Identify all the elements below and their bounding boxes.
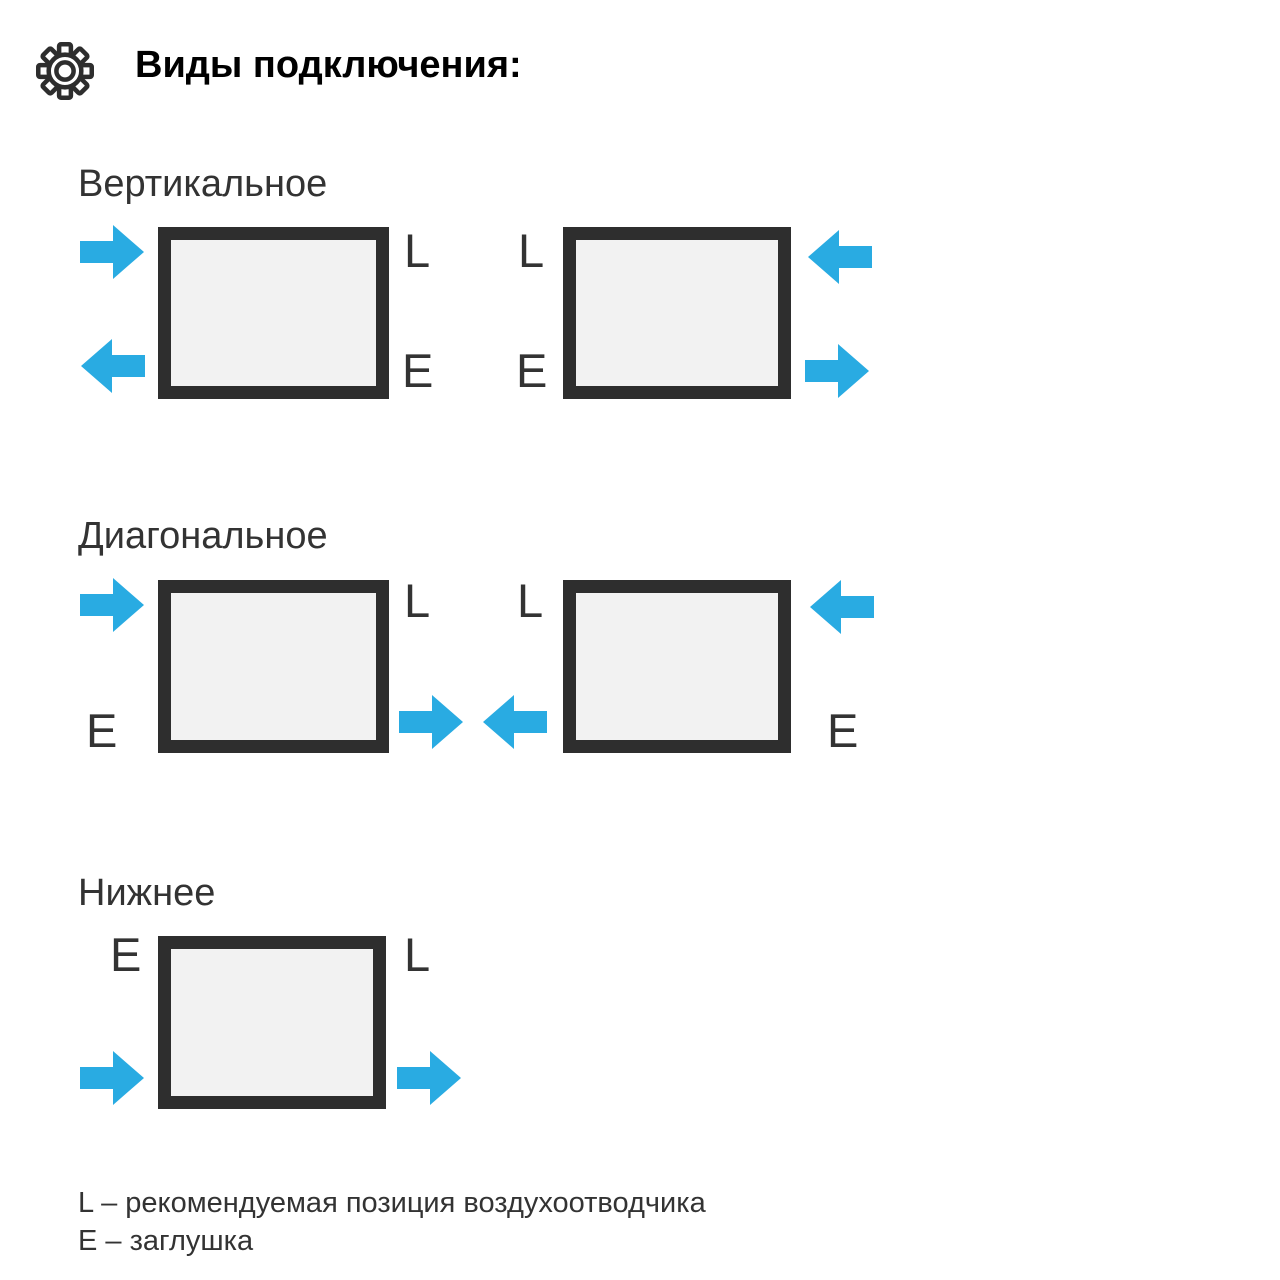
radiator-box <box>563 227 791 399</box>
port-label-e: E <box>110 928 142 981</box>
radiator-box <box>158 227 389 399</box>
port-label-l: L <box>404 928 431 981</box>
port-label-e: E <box>827 704 859 757</box>
section-title-diagonal: Диагональное <box>78 515 328 557</box>
flow-outlet-arrow-right-icon <box>397 1050 462 1106</box>
flow-inlet-arrow-left-icon <box>809 579 874 635</box>
legend <box>78 1184 706 1260</box>
flow-outlet-arrow-right-icon <box>399 694 464 750</box>
port-label-l: L <box>517 574 544 627</box>
section-title-vertical: Вертикальное <box>78 163 328 205</box>
port-label-l: L <box>518 224 545 277</box>
port-label-e: E <box>402 344 434 397</box>
gear-icon <box>36 42 94 100</box>
page-title: Виды подключения: <box>135 44 522 86</box>
flow-outlet-arrow-left-icon <box>80 338 145 394</box>
flow-outlet-arrow-right-icon <box>805 343 870 399</box>
port-label-l: L <box>404 574 431 627</box>
flow-inlet-arrow-left-icon <box>807 229 872 285</box>
port-label-e: E <box>86 704 118 757</box>
port-label-e: E <box>516 344 548 397</box>
radiator-box <box>158 936 386 1109</box>
flow-outlet-arrow-left-icon <box>482 694 547 750</box>
port-label-l: L <box>404 224 431 277</box>
flow-inlet-arrow-right-icon <box>80 1050 145 1106</box>
flow-inlet-arrow-right-icon <box>80 577 145 633</box>
radiator-box <box>158 580 389 753</box>
legend-line-e: E – заглушка <box>78 1225 254 1257</box>
radiator-box <box>563 580 791 753</box>
section-title-bottom: Нижнее <box>78 872 216 914</box>
flow-inlet-arrow-right-icon <box>80 224 145 280</box>
legend-line-l: L – рекомендуемая позиция воздухоотводчика <box>78 1187 706 1219</box>
